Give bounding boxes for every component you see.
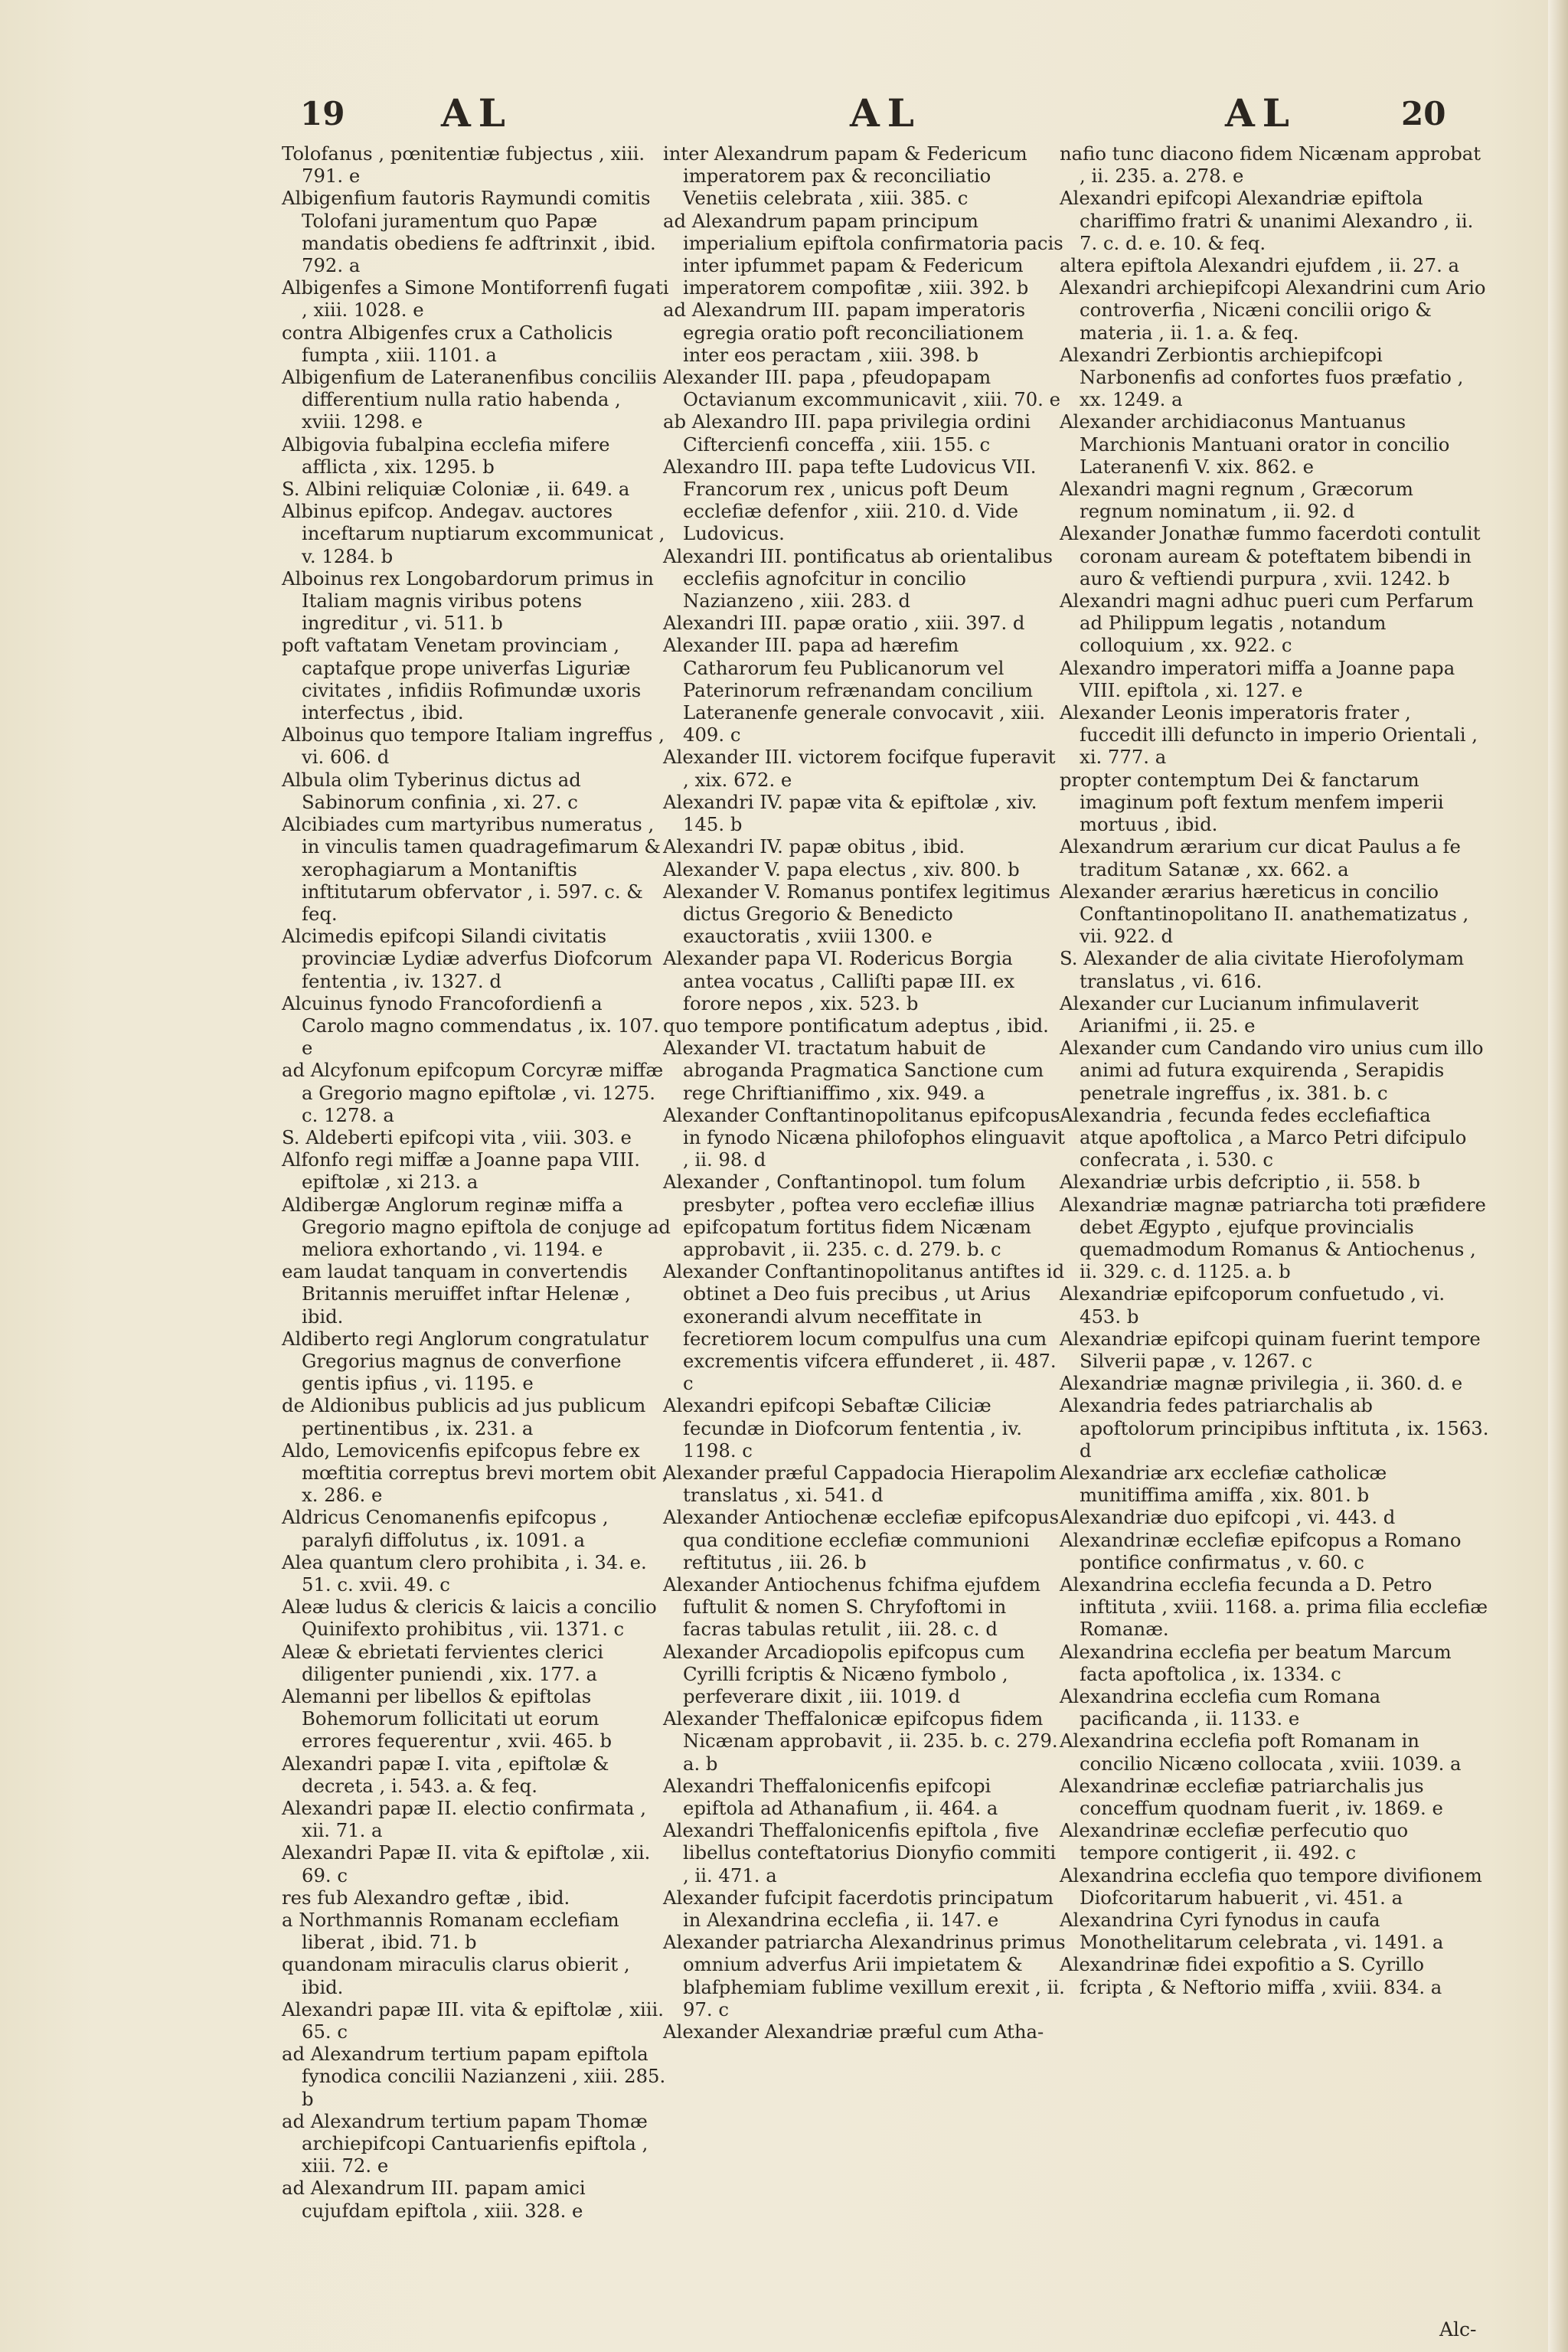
- index-entry: Alexandri Papæ II. vita & epiftolæ , xii. 69. c: [282, 1841, 651, 1886]
- index-entry: Albinus epifcop. Andegav. auctores inceftarum nuptiarum excommunicat , v. 1284. b: [282, 500, 665, 567]
- index-entry: Alexandri magni adhuc pueri cum Perfarum ad Philippum legatis , notandum colloquium , xx. 922. c: [1060, 590, 1474, 657]
- index-entry: Alexandriæ urbis defcriptio , ii. 558. b: [1060, 1171, 1420, 1194]
- index-entry: Alexander III. papa , pfeudopapam Octavianum excommunicavit , xiii. 70. e: [663, 366, 1061, 411]
- index-entry: Alexandria fedes patriarchalis ab apoftolorum principibus inftituta , ix. 1563. d: [1060, 1394, 1489, 1462]
- index-entry: Alexander patriarcha Alexandrinus primus omnium adverfus Arii impietatem & blafphemiam fublime vexillum erexit , ii. 97. c: [663, 1931, 1066, 2020]
- index-entry: Alexandriæ arx ecclefiæ catholicæ munitiffima amiffa , xix. 801. b: [1060, 1461, 1387, 1507]
- index-entry: Alexander III. papa ad hærefim Catharorum feu Publicanorum vel Paterinorum refrænandam concilium Lateranenfe generale convocavit , xiii. 409. c: [663, 634, 1046, 746]
- page-number-left: 19: [300, 95, 345, 132]
- index-entry: Alemanni per libellos & epiftolas Bohemorum follicitati ut eorum errores fequerentur , xvii. 465. b: [282, 1685, 612, 1753]
- index-entry: contra Albigenfes crux a Catholicis fumpta , xiii. 1101. a: [282, 321, 613, 366]
- index-entry: Alboinus quo tempore Italiam ingreffus , vi. 606. d: [282, 724, 665, 769]
- index-entry: Alexander Arcadiopolis epifcopus cum Cyrilli fcriptis & Nicæno fymbolo , perfeverare dixit , iii. 1019. d: [663, 1640, 1025, 1708]
- index-entry: Tolofanus , pœnitentiæ fubjectus , xiii. 791. e: [282, 142, 645, 188]
- index-entry: Alexandriæ magnæ patriarcha toti præfidere debet Ægypto , ejufque provincialis quemadmodum Romanus & Antiochenus , ii. 329. c. d. 1125. a. b: [1060, 1193, 1486, 1283]
- index-entry: Alexander V. Romanus pontifex legitimus dictus Gregorio & Benedicto exauctoratis , xviii 1300. e: [663, 880, 1050, 948]
- page-edge: [1548, 0, 1568, 2352]
- page-number-right: 20: [1401, 95, 1446, 132]
- index-entry: Aldo, Lemovicenfis epifcopus febre ex mœftitia correptus brevi mortem obit , x. 286. e: [282, 1439, 668, 1507]
- index-entry: ad Alexandrum tertium papam epiftola fynodica concilii Nazianzeni , xiii. 285. b: [282, 2043, 666, 2110]
- index-entry: altera epiftola Alexandri ejufdem , ii. 27. a: [1060, 254, 1460, 277]
- index-entry: Alexandrinæ ecclefiæ epifcopus a Romano pontifice confirmatus , v. 60. c: [1060, 1528, 1462, 1573]
- index-entry: Alexandrina ecclefia poft Romanam in concilio Nicæno collocata , xviii. 1039. a: [1060, 1730, 1462, 1775]
- index-entry: Alcuinus fynodo Francofordienfi a Carolo magno commendatus , ix. 107. e: [282, 991, 659, 1060]
- index-entry: poft vaftatam Venetam provinciam , captafque prope univerfas Liguriæ civitates , infidiis Rofimundæ uxoris interfectus , ibid.: [282, 634, 642, 724]
- index-entry: Alexandro III. papa tefte Ludovicus VII. Francorum rex , unicus poft Deum ecclefiæ defenfor , xiii. 210. d. Vide Ludovicus.: [663, 455, 1037, 545]
- index-entry: Albigovia fubalpina ecclefia mifere afflicta , xix. 1295. b: [282, 433, 610, 478]
- index-entry: Albula olim Tyberinus dictus ad Sabinorum confinia , xi. 27. c: [282, 768, 581, 813]
- index-entry: Alexandri epifcopi Alexandriæ epiftola chariffimo fratri & unanimi Alexandro , ii. 7. c. d. e. 10. & feq.: [1060, 187, 1474, 254]
- index-entry: Alexandri III. papæ oratio , xiii. 397. d: [663, 612, 1025, 635]
- index-entry: Alexandriæ epifcopi quinam fuerint tempore Silverii papæ , v. 1267. c: [1060, 1327, 1481, 1372]
- index-entry: Alcibiades cum martyribus numeratus , in vinculis tamen quadragefimarum & xerophagiarum a Montaniftis inftitutarum obfervator , i. 597. c. & feq.: [282, 813, 661, 925]
- index-entry: Alexander Leonis imperatoris frater , fuccedit illi defuncto in imperio Orientali , xi. 777. a: [1060, 701, 1478, 769]
- index-entry: ad Alcyfonum epifcopum Corcyræ miffæ a Gregorio magno epiftolæ , vi. 1275. c. 1278. a: [282, 1059, 664, 1126]
- index-entry: ad Alexandrum tertium papam Thomæ archiepifcopi Cantuarienfis epiftola , xiii. 72. e: [282, 2109, 648, 2177]
- index-entry: Alexandri magni regnum , Græcorum regnum nominatum , ii. 92. d: [1060, 478, 1413, 523]
- index-entry: Aldibergæ Anglorum reginæ miffa a Gregorio magno epiftola de conjuge ad meliora exhortando , vi. 1194. e: [282, 1193, 671, 1260]
- index-entry: Alexandri archiepifcopi Alexandrini cum Ario controverfia , Nicæni concilii origo & materia , ii. 1. a. & feq.: [1060, 276, 1486, 344]
- index-entry: Alexander Conftantinopolitanus epifcopus in fynodo Nicæna philofophos elinguavit , ii. 98. d: [663, 1103, 1065, 1171]
- index-entry: Alexandrinæ ecclefiæ patriarchalis jus conceffum quodnam fuerit , iv. 1869. e: [1060, 1774, 1443, 1820]
- index-entry: inter Alexandrum papam & Federicum imperatorem pax & reconciliatio Venetiis celebrata , xiii. 385. c: [663, 142, 1027, 210]
- index-entry: ad Alexandrum III. papam imperatoris egregia oratio poft reconciliationem inter eos peractam , xiii. 398. b: [663, 299, 1026, 366]
- index-entry: Alexandri IV. papæ obitus , ibid.: [663, 835, 965, 858]
- index-entry: Alexandri papæ II. electio confirmata , xii. 71. a: [282, 1797, 646, 1842]
- index-entry: eam laudat tanquam in convertendis Britannis meruiffet inftar Helenæ , ibid.: [282, 1260, 631, 1328]
- index-entry: Alexander ærarius hæreticus in concilio Conftantinopolitano II. anathematizatus , vii. 922. d: [1060, 880, 1469, 948]
- index-entry: de Aldionibus publicis ad jus publicum pertinentibus , ix. 231. a: [282, 1394, 646, 1439]
- index-entry: Alcimedis epifcopi Silandi civitatis provinciæ Lydiæ adverfus Diofcorum fententia , iv. 1327. d: [282, 925, 653, 992]
- index-entry: S. Alexander de alia civitate Hierofolymam translatus , vi. 616.: [1060, 947, 1465, 992]
- index-entry: Alexandrum ærarium cur dicat Paulus a fe traditum Satanæ , xx. 662. a: [1060, 835, 1461, 880]
- index-entry: Alexander VI. tractatum habuit de abroganda Pragmatica Sanctione cum rege Chriftianiffimo , xix. 949. a: [663, 1037, 1044, 1104]
- index-entry: Alexandri papæ III. vita & epiftolæ , xiii. 65. c: [282, 1998, 665, 2043]
- index-entry: Alexander Conftantinopolitanus antiftes id obtinet a Deo fuis precibus , ut Arius exonerandi alvum neceffitate in fecretiorem locum compulfus una cum excrementis vifcera effunderet , ii. 487. c: [663, 1260, 1065, 1395]
- index-entry: Alexandri epifcopi Sebaftæ Ciliciæ fecundæ in Diofcorum fententia , iv. 1198. c: [663, 1394, 1023, 1462]
- running-head-right: AL: [1225, 90, 1297, 136]
- index-entry: Alexander Antiochenæ ecclefiæ epifcopus qua conditione ecclefiæ communioni reftitutus , iii. 26. b: [663, 1506, 1060, 1573]
- index-entry: a Northmannis Romanam ecclefiam liberat , ibid. 71. b: [282, 1909, 619, 1954]
- index-entry: Alexandrina ecclefia cum Romana pacificanda , ii. 1133. e: [1060, 1685, 1381, 1730]
- index-entry: Alexander Theffalonicæ epifcopus fidem Nicænam approbavit , ii. 235. b. c. 279. a. b: [663, 1707, 1058, 1775]
- index-entry: Albigenfes a Simone Montiforrenfi fugati , xiii. 1028. e: [282, 276, 669, 322]
- index-entry: Alexandriæ epifcoporum confuetudo , vi. 453. b: [1060, 1282, 1446, 1328]
- index-entry: Alexander Alexandriæ præful cum Atha-: [663, 2020, 1044, 2043]
- index-entry: Alexandri Theffalonicenfis epiftola , five libellus conteftatorius Dionyfio commiti , ii. 471. a: [663, 1819, 1057, 1886]
- index-column-3: [1060, 142, 1490, 1998]
- index-entry: Aleæ & ebrietati fervientes clerici diligenter puniendi , xix. 177. a: [282, 1640, 604, 1685]
- index-entry: Alexander cum Candando viro unius cum illo animi ad futura exquirenda , Serapidis penetrale ingreffus , ix. 381. b. c: [1060, 1037, 1484, 1104]
- index-entry: Alexander III. victorem focifque fuperavit , xix. 672. e: [663, 746, 1056, 791]
- index-entry: Alexander papa VI. Rodericus Borgia antea vocatus , Calliſti papæ III. ex forore nepos , xix. 523. b: [663, 947, 1015, 1014]
- index-entry: Aleæ ludus & clericis & laicis a concilio Quinifexto prohibitus , vii. 1371. c: [282, 1596, 657, 1641]
- index-entry: Alexander fufcipit facerdotis principatum in Alexandrina ecclefia , ii. 147. e: [663, 1886, 1054, 1932]
- index-entry: ad Alexandrum papam principum imperialium epiftola confirmatoria pacis inter ipfummet papam & Federicum imperatorem compofitæ , xiii. 392. b: [663, 209, 1063, 299]
- catchword: Alc-: [1439, 2318, 1477, 2341]
- index-entry: Alexandro imperatori miffa a Joanne papa VIII. epiftola , xi. 127. e: [1060, 656, 1455, 701]
- running-head-left: AL: [441, 90, 513, 136]
- index-entry: Alexander Jonathæ fummo facerdoti contulit coronam auream & poteftatem bibendi in auro & veftiendi purpura , xvii. 1242. b: [1060, 522, 1481, 590]
- index-entry: Alexandri Theffalonicenfis epifcopi epiftola ad Athanafium , ii. 464. a: [663, 1774, 998, 1820]
- index-entry: Alexandri IV. papæ vita & epiftolæ , xiv. 145. b: [663, 790, 1037, 836]
- index-entry: Alexander cur Lucianum infimulaverit Arianifmi , ii. 25. e: [1060, 991, 1419, 1037]
- index-entry: Alexandrinæ fidei expofitio a S. Cyrillo fcripta , & Neftorio miffa , xviii. 834. a: [1060, 1953, 1442, 1998]
- index-entry: Alfonfo regi miffæ a Joanne papa VIII. epiftolæ , xi 213. a: [282, 1148, 640, 1194]
- index-entry: Albigenfium de Lateranenfibus conciliis differentium nulla ratio habenda , xviii. 1298. e: [282, 366, 657, 433]
- running-head-center: AL: [850, 90, 922, 136]
- index-entry: Alea quantum clero prohibita , i. 34. e. 51. c. xvii. 49. c: [282, 1550, 647, 1596]
- index-entry: Alexander , Conftantinopol. tum folum presbyter , poftea vero ecclefiæ illius epifcopatum fortitus fidem Nicænam approbavit , ii. 235. c. d. 279. b. c: [663, 1171, 1035, 1260]
- index-entry: S. Aldeberti epifcopi vita , viii. 303. e: [282, 1125, 632, 1148]
- index-entry: res fub Alexandro geftæ , ibid.: [282, 1886, 570, 1909]
- index-entry: quo tempore pontificatum adeptus , ibid.: [663, 1014, 1049, 1037]
- index-entry: Alexandriæ duo epifcopi , vi. 443. d: [1060, 1506, 1396, 1529]
- index-entry: Alexandria , fecunda fedes ecclefiaftica atque apoftolica , a Marco Petri difcipulo confecrata , i. 530. c: [1060, 1103, 1467, 1171]
- running-header: [291, 90, 1462, 144]
- index-entry: Alexandriæ magnæ privilegia , ii. 360. d. e: [1060, 1372, 1463, 1395]
- index-entry: Alboinus rex Longobardorum primus in Italiam magnis viribus potens ingreditur , vi. 511. b: [282, 567, 654, 635]
- index-entry: Alexandrina Cyri fynodus in caufa Monothelitarum celebrata , vi. 1491. a: [1060, 1909, 1444, 1954]
- index-entry: propter contemptum Dei & fanctarum imaginum poft fextum menfem imperii mortuus , ibid.: [1060, 768, 1444, 836]
- index-entry: Alexandri papæ I. vita , epiftolæ & decreta , i. 543. a. & feq.: [282, 1752, 609, 1797]
- index-entry: Alexandrina ecclefia quo tempore divifionem Diofcoritarum habuerit , vi. 451. a: [1060, 1864, 1482, 1909]
- index-entry: Alexandrina ecclefia fecunda a D. Petro inftituta , xviii. 1168. a. prima filia ecclefiæ Romanæ.: [1060, 1573, 1488, 1641]
- index-entry: quandonam miraculis clarus obierit , ibid.: [282, 1953, 630, 1998]
- index-entry: Alexander V. papa electus , xiv. 800. b: [663, 858, 1020, 880]
- index-entry: Alexander Antiochenus fchifma ejufdem fuftulit & nomen S. Chryfoftomi in facras tabulas retulit , iii. 28. c. d: [663, 1573, 1041, 1641]
- index-entry: ad Alexandrum III. papam amici cujufdam epiftola , xiii. 328. e: [282, 2177, 586, 2222]
- index-entry: Aldiberto regi Anglorum congratulatur Gregorius magnus de converfione gentis ipfius , vi. 1195. e: [282, 1327, 648, 1395]
- index-column-2: [663, 142, 1066, 2043]
- index-entry: Alexandri III. pontificatus ab orientalibus ecclefiis agnofcitur in concilio Nazianzeno , xiii. 283. d: [663, 544, 1053, 612]
- index-entry: Alexandri Zerbiontis archiepifcopi Narbonenfis ad confortes fuos præfatio , xx. 1249. a: [1060, 343, 1464, 411]
- index-entry: Alexander archidiaconus Mantuanus Marchionis Mantuani orator in concilio Lateranenfi V. xix. 862. e: [1060, 410, 1450, 478]
- index-entry: Aldricus Cenomanenfis epifcopus , paralyfi diffolutus , ix. 1091. a: [282, 1506, 609, 1551]
- index-entry: Alexandrinæ ecclefiæ perfecutio quo tempore contigerit , ii. 492. c: [1060, 1819, 1409, 1864]
- index-entry: Albigenfium fautoris Raymundi comitis Tolofani juramentum quo Papæ mandatis obediens fe adftrinxit , ibid. 792. a: [282, 187, 656, 277]
- index-entry: S. Albini reliquiæ Coloniæ , ii. 649. a: [282, 478, 630, 501]
- index-entry: ab Alexandro III. papa privilegia ordini Ciftercienfi conceffa , xiii. 155. c: [663, 410, 1031, 456]
- index-entry: nafio tunc diacono fidem Nicænam approbat , ii. 235. a. 278. e: [1060, 142, 1481, 188]
- index-entry: Alexandrina ecclefia per beatum Marcum facta apoftolica , ix. 1334. c: [1060, 1640, 1452, 1685]
- index-entry: Alexander præful Cappadocia Hierapolim translatus , xi. 541. d: [663, 1461, 1057, 1507]
- index-column-1: [282, 142, 671, 2222]
